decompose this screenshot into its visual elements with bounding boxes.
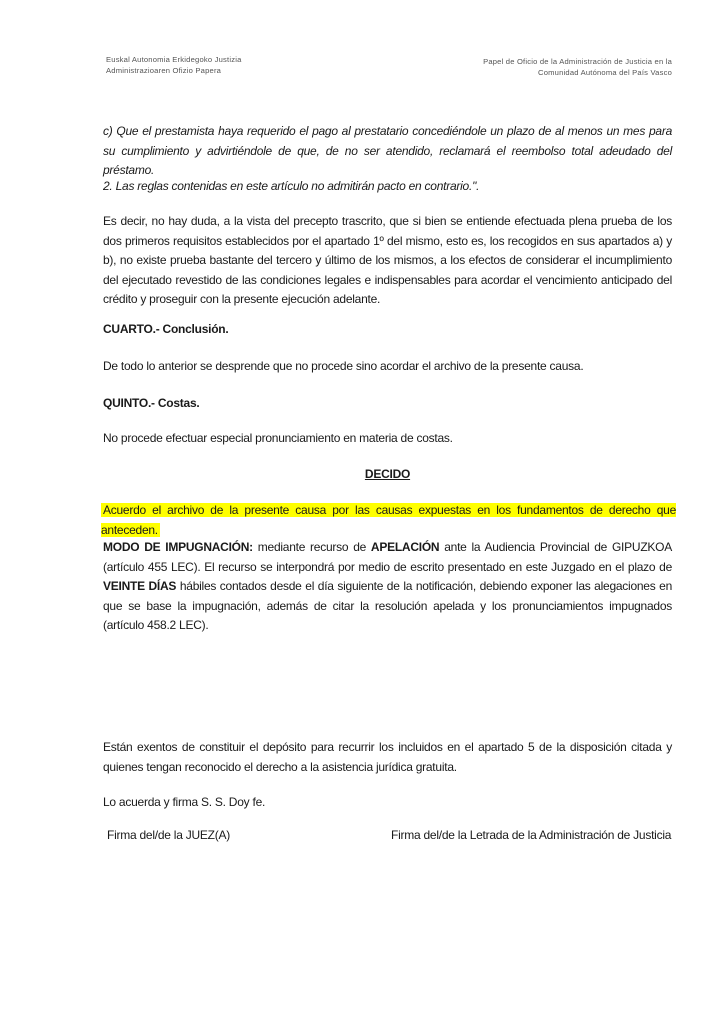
modo-text-3: hábiles contados desde el día siguiente de la notificación, debiendo exponer las alegaciones en que se base la impugnación, además de citar la resolución apelada y los pronunciamientos impugnados (artículo 458.2 LEC). — [103, 579, 672, 632]
paragraph-exentos: Están exentos de constituir el depósito para recurrir los incluidos en el apartado 5 de la disposición citada y quienes tengan reconocido el derecho a la asistencia jurídica gratuita. — [103, 740, 672, 774]
heading-decido — [103, 465, 672, 485]
header-right — [483, 56, 672, 78]
header-left-line2: Administrazioaren Ofizio Papera — [106, 66, 222, 75]
paragraph-cuarto: De todo lo anterior se desprende que no procede sino acordar el archivo de la presente causa. — [103, 359, 584, 373]
decido-label: DECIDO — [364, 467, 411, 481]
modo-veinte-dias: VEINTE DÍAS — [103, 579, 177, 593]
heading-quinto: QUINTO.- Costas. — [103, 396, 200, 410]
modo-text-1: mediante recurso de — [252, 540, 371, 554]
heading-cuarto: CUARTO.- Conclusión. — [103, 322, 229, 336]
modo-label: MODO DE IMPUGNACIÓN: — [103, 540, 253, 554]
firma-letrada: Firma del/de la Letrada de la Administración de Justicia — [391, 828, 672, 842]
paragraph-modo-impugnacion — [103, 538, 672, 636]
firma-juez: Firma del/de la JUEZ(A) — [107, 828, 230, 842]
paragraph-acuerda: Lo acuerda y firma S. S. Doy fe. — [103, 795, 266, 809]
header-right-line2: Comunidad Autónoma del País Vasco — [538, 68, 672, 77]
modo-apelacion: APELACIÓN — [370, 540, 440, 554]
paragraph-c: c) Que el prestamista haya requerido el pago al prestatario concediéndole un plazo de al menos un mes para su cumplimiento y advirtiéndole de que, de no ser atendido, reclamará el reembolso total adeudado del préstamo. — [103, 124, 672, 177]
highlighted-acuerdo: Acuerdo el archivo de la presente causa por las causas expuestas en los fundamentos de derecho que anteceden. — [101, 503, 676, 537]
modo-text-2: ante la Audiencia Provincial de GIPUZKOA (artículo 455 LEC). El recurso se interpondrá por medio de escrito presentado en este Juzgado en el plazo de — [103, 540, 672, 574]
paragraph-2: 2. Las reglas contenidas en este artículo no admitirán pacto en contrario.". — [103, 179, 480, 193]
paragraph-acuerdo — [101, 501, 676, 540]
header-right-line1: Papel de Oficio de la Administración de Justicia en la — [483, 57, 672, 66]
paragraph-quinto: No procede efectuar especial pronunciamiento en materia de costas. — [103, 431, 453, 445]
header-left — [106, 54, 242, 76]
header-left-line1: Euskal Autonomia Erkidegoko Justizia — [106, 55, 242, 64]
paragraph-es-decir: Es decir, no hay duda, a la vista del precepto trascrito, que si bien se entiende efectuada plena prueba de los dos primeros requisitos establecidos por el apartado 1º del mismo, esto es, los recogidos en sus apartados a) y b), no existe prueba bastante del tercero y último de los mismos, a los efectos de considerar el incumplimiento del ejecutado revestido de las condiciones legales e indispensables para acordar el vencimiento anticipado del crédito y proseguir con la presente ejecución adelante. — [103, 214, 672, 306]
